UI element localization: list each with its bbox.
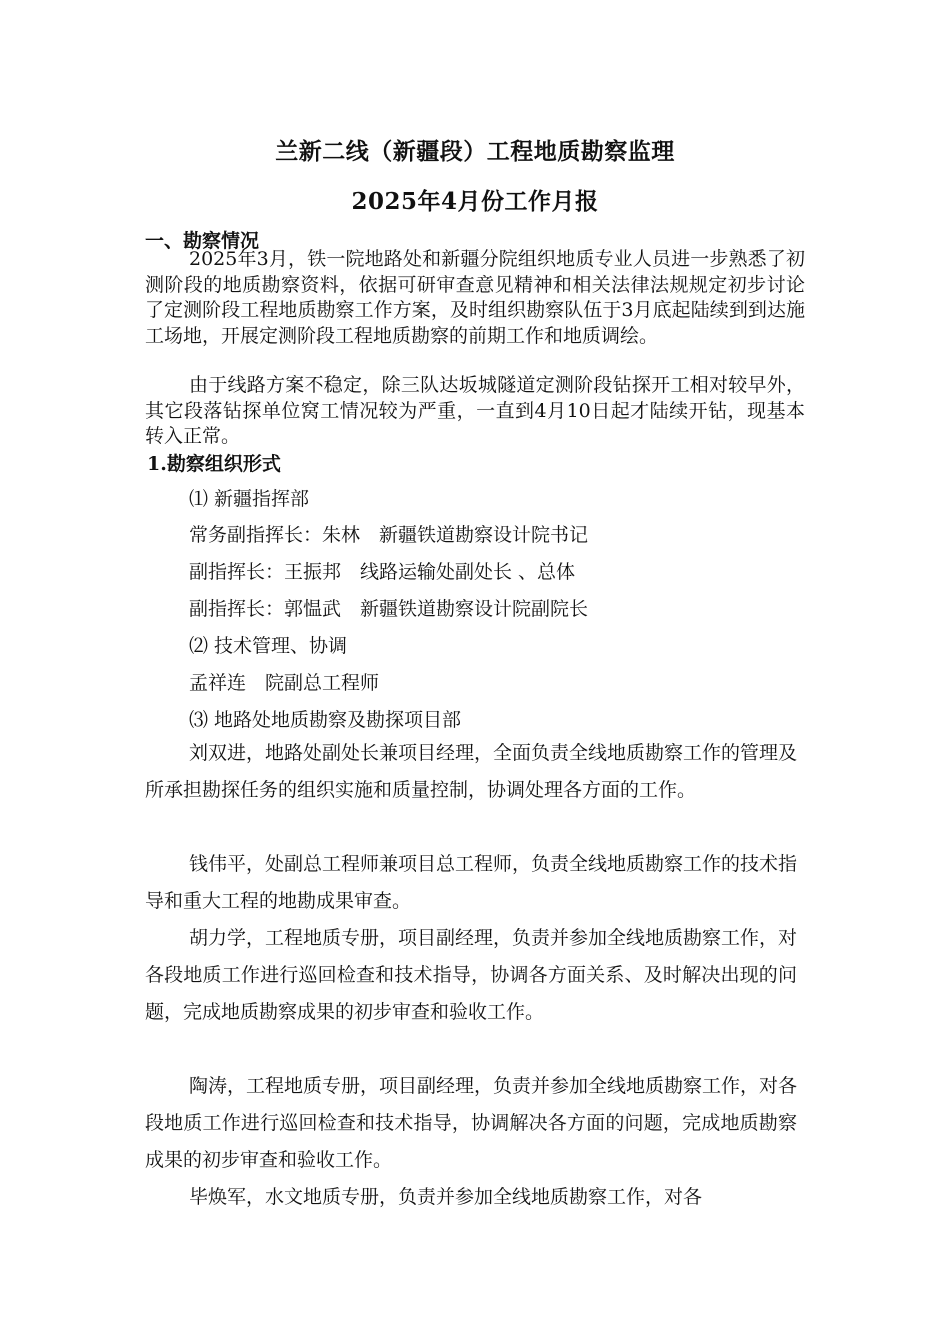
staff-paragraph: 胡力学，工程地质专册，项目副经理，负责并参加全线地质勘察工作，对各段地质工作进行巡回检查和技术指导，协调各方面关系、及时解决出现的问题，完成地质勘察成果的初步审查和验收工作。 [145,927,798,1023]
staff-paragraph: 陶涛，工程地质专册，项目副经理，负责并参加全线地质勘察工作，对各段地质工作进行巡回检查和技术指导，协调解决各方面的问题，完成地质勘察成果的初步审查和验收工作。 [145,1075,798,1171]
org-line: 常务副指挥长：朱林 新疆铁道勘察设计院书记 [189,524,589,546]
org-line: ⑵ 技术管理、协调 [189,635,348,657]
org-line: 副指挥长：郭愠武 新疆铁道勘察设计院副院长 [189,598,589,620]
staff-paragraph: 毕焕军，水文地质专册，负责并参加全线地质勘察工作，对各 [189,1186,703,1208]
org-line: ⑶ 地路处地质勘察及勘探项目部 [189,709,462,731]
staff-paragraph: 钱伟平，处副总工程师兼项目总工程师，负责全线地质勘察工作的技术指导和重大工程的地勘成果审查。 [145,853,798,912]
staff-paragraph: 刘双进，地路处副处长兼项目经理，全面负责全线地质勘察工作的管理及所承担勘探任务的组织实施和质量控制，协调处理各方面的工作。 [145,742,798,801]
subsection-heading: 1.勘察组织形式 [147,453,281,475]
section-heading: 一、勘察情况 [145,230,260,252]
org-line: 孟祥连 院副总工程师 [189,672,380,694]
body-paragraph: 2025年3月，铁一院地路处和新疆分院组织地质专业人员进一步熟悉了初测阶段的地质勘察资料，依据可研审查意见精神和相关法律法规规定初步讨论了定测阶段工程地质勘察工作方案，及时组织勘察队伍于3月底起陆续到到达施工场地，开展定测阶段工程地质勘察的前期工作和地质调绘。 [145,248,805,347]
org-line: ⑴ 新疆指挥部 [189,488,310,510]
document-title: 兰新二线（新疆段）工程地质勘察监理 [275,138,675,165]
body-paragraph: 由于线路方案不稳定，除三队达坂城隧道定测阶段钻探开工相对较早外，其它段落钻探单位窝工情况较为严重，一直到4月10日起才陆续开钻，现基本转入正常。 [145,374,805,447]
org-line: 副指挥长：王振邦 线路运输处副处长 、总体 [189,561,576,583]
document-subtitle: 2025年4月份工作月报 [351,188,599,215]
